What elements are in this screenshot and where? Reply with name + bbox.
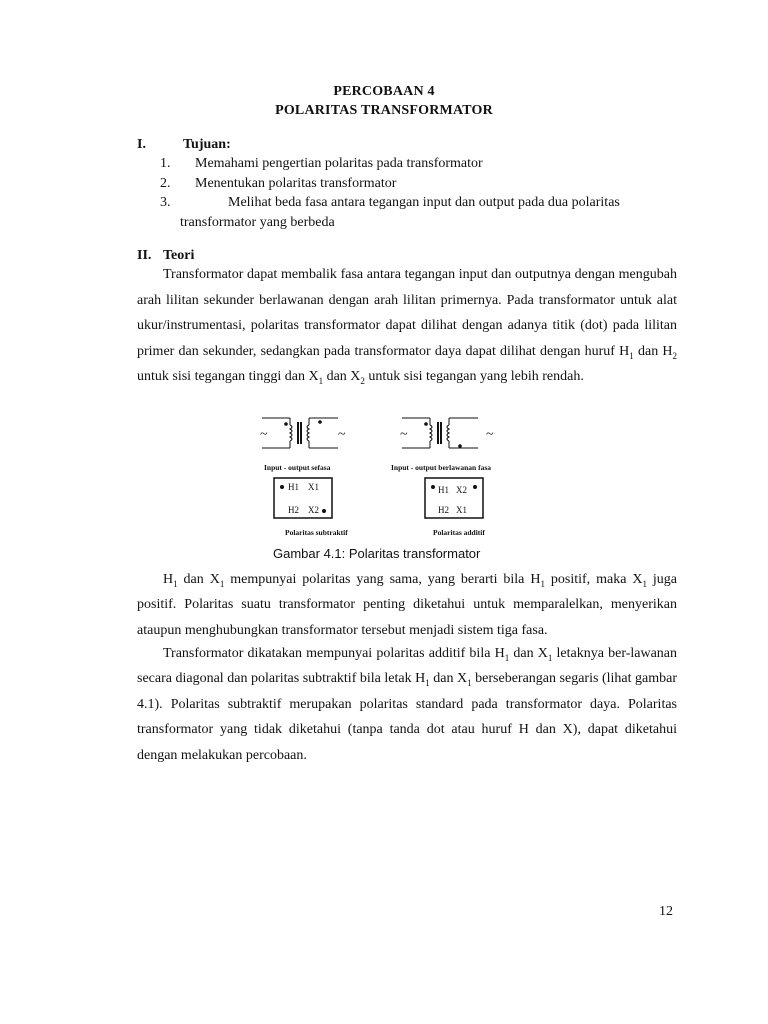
goal-item-3 <box>160 195 680 235</box>
box-right-label-br: X1 <box>456 505 467 515</box>
polarity-dot <box>431 485 435 489</box>
page-subtitle: POLARITAS TRANSFORMATOR <box>275 103 493 118</box>
goal-text: Menentukan polaritas transformator <box>195 176 397 191</box>
box-left-label-tr: X1 <box>308 482 319 492</box>
goal-number: 1. <box>160 156 171 171</box>
polarity-box-additive <box>425 478 483 518</box>
page-title: PERCOBAAN 4 <box>333 84 435 99</box>
goal-text: Melihat beda fasa antara tegangan input dan output pada dua polaritas <box>228 195 620 210</box>
transformer-right-symbol <box>402 418 478 448</box>
goal-item-2 <box>160 176 680 194</box>
ac-source-symbol: ~ <box>486 427 494 442</box>
page-number: 12 <box>659 904 673 919</box>
goal-text: Memahami pengertian polaritas pada transformator <box>195 156 483 171</box>
section-number-tujuan: I. <box>137 137 146 152</box>
figure-caption-left: Polaritas subtraktif <box>285 528 348 537</box>
ac-source-symbol: ~ <box>338 427 346 442</box>
goal-item-1 <box>160 156 680 174</box>
paragraph-teori-2: $H_1$ dan $X_1$ mempunyai polaritas yang sama, yang berarti bila $H_1$ positif, maka $X_1$ juga positif. Polaritas suatu transformator penting diketahui untuk memparalelkan, menyerikan ataupun menghubungkan transformator tersebut menjadi sistem tiga fasa. <box>137 572 677 638</box>
transformer-left-symbol <box>262 418 338 448</box>
polarity-dot <box>424 422 428 426</box>
box-left-label-tl: H1 <box>288 482 299 492</box>
paragraph-teori-3: Transformator dikatakan mempunyai polaritas additif bila $H_1$ dan $X_1$ letaknya ber-lawanan secara diagonal dan polaritas subtraktif bila letak $H_1$ dan $X_1$ berseberangan segaris (lihat gambar 4.1). Polaritas subtraktif merupakan polaritas standard pada transformator daya. Polaritas transformator yang tidak diketahui (tanpa tanda dot atau huruf H dan X), dapat diketahui dengan melakukan percobaan. <box>137 646 678 763</box>
polarity-dot <box>284 422 288 426</box>
polarity-dot <box>458 444 462 448</box>
polarity-dot <box>280 485 284 489</box>
figure-caption: Gambar 4.1: Polaritas transformator <box>273 546 481 561</box>
figure-label-right: Input - output berlawanan fasa <box>391 463 492 472</box>
section-number-teori: II. <box>137 248 152 263</box>
figure-caption-right: Polaritas additif <box>433 528 485 537</box>
polarity-dot <box>473 485 477 489</box>
box-right-label-tr: X2 <box>456 485 467 495</box>
polarity-dot <box>322 509 326 513</box>
goal-number: 3. <box>160 195 171 210</box>
ac-source-symbol: ~ <box>400 427 408 442</box>
paragraph-teori-1: Transformator dapat membalik fasa antara tegangan input dan outputnya dengan mengubah arah lilitan sekunder berlawanan dengan arah lilitan primernya. Pada transformator untuk alat ukur/instrumentasi, polaritas transformator dapat dilihat dengan adanya titik (dot) pada lilitan primer dan sekunder, sedangkan pada transformator daya dapat dilihat dengan huruf $H_1$ dan $H_2$ untuk sisi tegangan tinggi dan $X_1$ dan $X_2$ untuk sisi tegangan yang lebih rendah. <box>137 267 677 387</box>
section-title-teori: Teori <box>163 248 195 263</box>
box-right-label-bl: H2 <box>438 505 449 515</box>
figure-label-left: Input - output sefasa <box>264 463 331 472</box>
section-title-tujuan: Tujuan: <box>183 137 231 152</box>
polarity-figure <box>250 412 530 542</box>
ac-source-symbol: ~ <box>260 427 268 442</box>
goal-number: 2. <box>160 176 171 191</box>
box-left-label-br: X2 <box>308 505 319 515</box>
polarity-dot <box>318 420 322 424</box>
goal-text-continued: transformator yang berbeda <box>180 215 335 230</box>
box-right-label-tl: H1 <box>438 485 449 495</box>
box-left-label-bl: H2 <box>288 505 299 515</box>
